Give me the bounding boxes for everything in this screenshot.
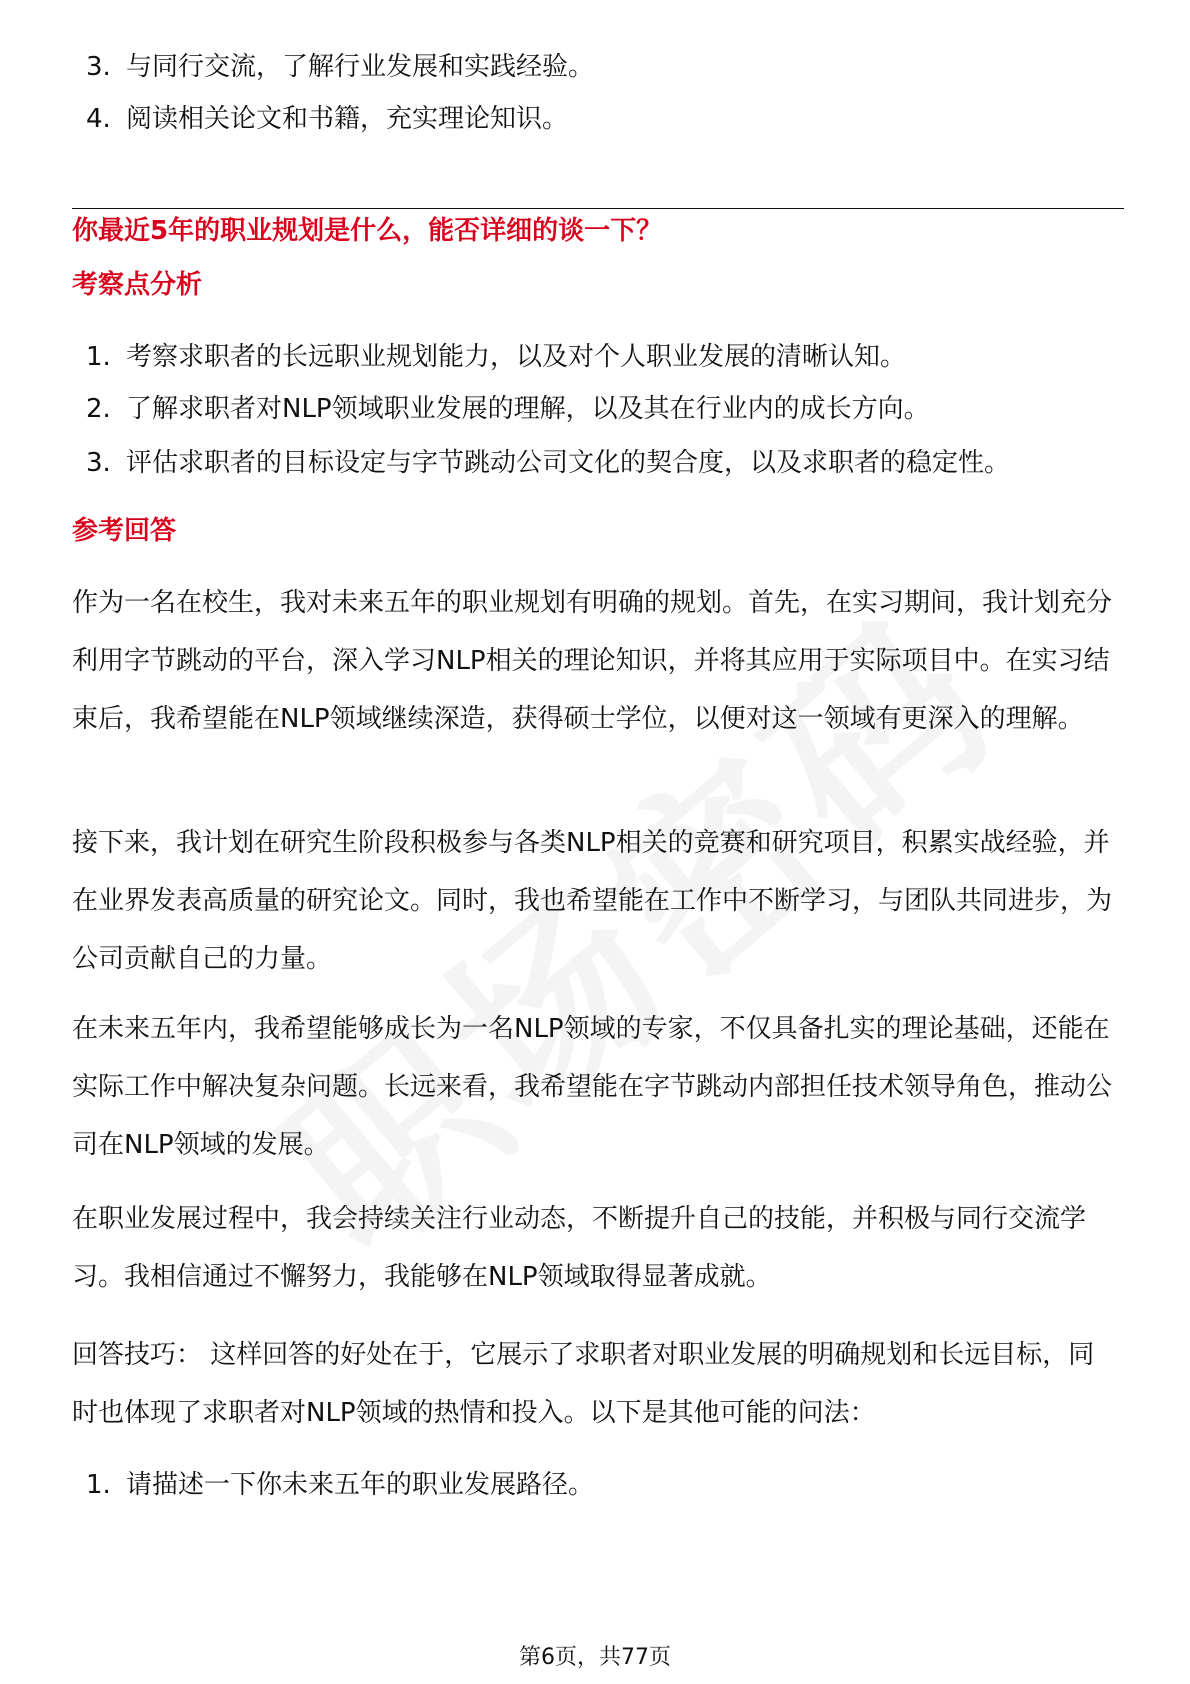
list-item xyxy=(86,50,1116,84)
list-item xyxy=(86,340,1116,374)
list-number: 3. xyxy=(86,448,111,478)
reference-heading: 参考回答 xyxy=(72,516,177,546)
list-number: 2. xyxy=(86,394,111,424)
list-text: 阅读相关论文和书籍，充实理论知识。 xyxy=(126,104,569,134)
tips-paragraph: 回答技巧： 这样回答的好处在于，它展示了求职者对职业发展的明确规划和长远目标，同时也体现了求职者对NLP领域的热情和投入。以下是其他可能的问法： xyxy=(72,1340,1095,1428)
list-number: 4. xyxy=(86,104,111,134)
answer-paragraph: 接下来，我计划在研究生阶段积极参与各类NLP相关的竞赛和研究项目，积累实战经验，并在业界发表高质量的研究论文。同时，我也希望能在工作中不断学习，与团队共同进步，为公司贡献自己的力量。 xyxy=(72,828,1113,974)
list-number: 1. xyxy=(86,342,111,372)
list-item xyxy=(86,446,1116,480)
section-divider xyxy=(72,208,1124,209)
list-item xyxy=(86,1468,1116,1502)
answer-paragraph: 作为一名在校生，我对未来五年的职业规划有明确的规划。首先，在实习期间，我计划充分利用字节跳动的平台，深入学习NLP相关的理论知识，并将其应用于实际项目中。在实习结束后，我希望能在NLP领域继续深造，获得硕士学位，以便对这一领域有更深入的理解。 xyxy=(72,588,1113,734)
answer-paragraph: 在职业发展过程中，我会持续关注行业动态，不断提升自己的技能，并积极与同行交流学习。我相信通过不懈努力，我能够在NLP领域取得显著成就。 xyxy=(72,1204,1087,1292)
list-item xyxy=(86,392,1116,426)
list-text: 考察求职者的长远职业规划能力，以及对个人职业发展的清晰认知。 xyxy=(126,342,907,372)
list-item xyxy=(86,102,1116,136)
list-number: 1. xyxy=(86,1470,111,1500)
analysis-heading: 考察点分析 xyxy=(72,270,203,300)
page-footer: 第6页，共77页 xyxy=(519,1645,671,1670)
list-text: 请描述一下你未来五年的职业发展路径。 xyxy=(126,1470,595,1500)
list-text: 评估求职者的目标设定与字节跳动公司文化的契合度，以及求职者的稳定性。 xyxy=(126,448,1011,478)
list-number: 3. xyxy=(86,52,111,82)
list-text: 与同行交流，了解行业发展和实践经验。 xyxy=(126,52,595,82)
question-heading: 你最近5年的职业规划是什么，能否详细的谈一下？ xyxy=(72,216,663,246)
answer-paragraph: 在未来五年内，我希望能够成长为一名NLP领域的专家，不仅具备扎实的理论基础，还能在实际工作中解决复杂问题。长远来看，我希望能在字节跳动内部担任技术领导角色，推动公司在NLP领域的发展。 xyxy=(72,1014,1113,1160)
list-text: 了解求职者对NLP领域职业发展的理解，以及其在行业内的成长方向。 xyxy=(126,394,930,424)
